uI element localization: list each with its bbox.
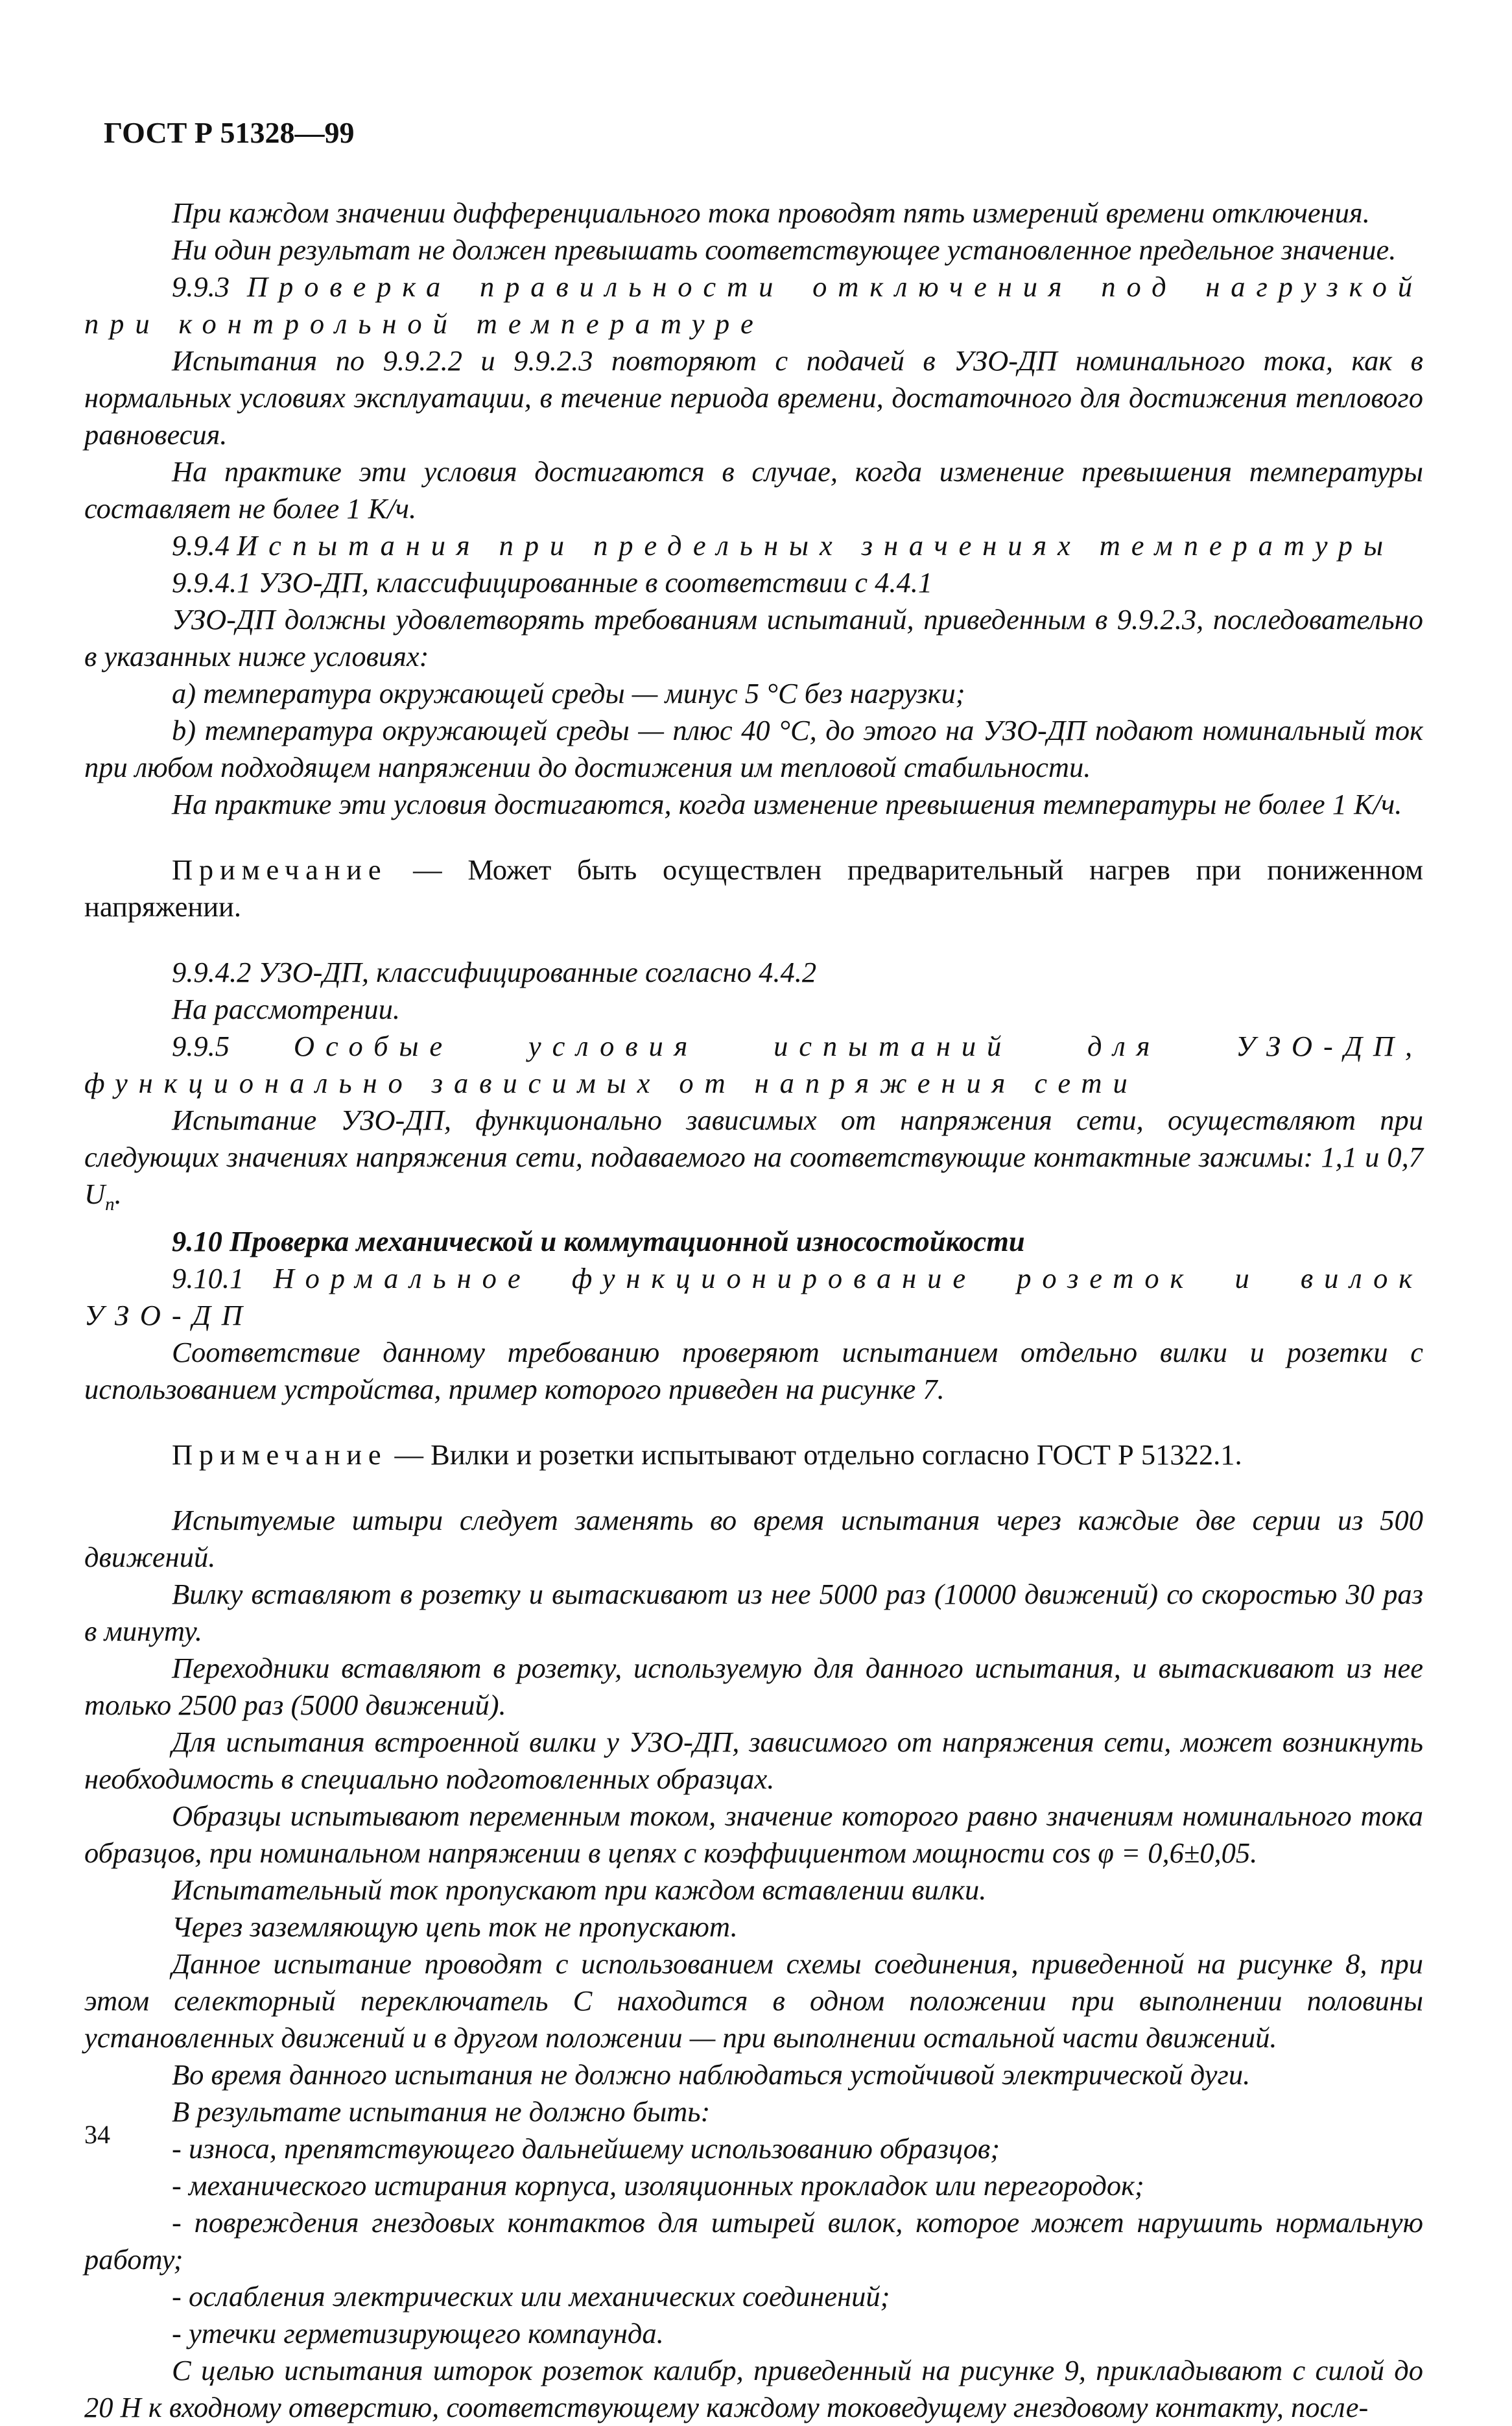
paragraph: Образцы испытывают переменным током, значение которого равно значениям номинального тока образцов, при номинальном напряжении в цепях с коэффициентом мощности cos φ = 0,6±0,05. (84, 1799, 1423, 1869)
note-text: — Вилки и розетки испытывают отдельно согласно ГОСТ Р 51322.1. (387, 1438, 1242, 1471)
page-number: 34 (84, 2120, 110, 2149)
note-label: Примечание (172, 853, 388, 886)
subscript: n (105, 1193, 115, 1215)
section-number: 9.9.3 (172, 270, 230, 303)
section-heading-9-9-4 (84, 527, 1423, 564)
section-number: 9.9.5 (172, 1030, 230, 1062)
document-header: ГОСТ Р 51328—99 (104, 116, 355, 149)
section-title: Нормальное функционирование розеток и вилок УЗО-ДП (84, 1261, 1424, 1331)
subsection-heading-9-9-4-1: 9.9.4.1 УЗО-ДП, классифицированные в соответствии с 4.4.1 (172, 566, 933, 599)
note-text: — Может быть осуществлен предварительный нагрев при пониженном напряжении. (84, 853, 1423, 923)
paragraph: УЗО-ДП должны удовлетворять требованиям испытаний, приведенным в 9.9.2.3, последовательно в указанных ниже условиях: (84, 603, 1423, 672)
dash-list-item: - утечки герметизирующего компаунда. (172, 2316, 664, 2349)
section-heading-9-10-1 (84, 1260, 1423, 1334)
note-label: Примечание (172, 1438, 388, 1471)
dash-list-item: - механического истирания корпуса, изоляционных прокладок или перегородок; (172, 2169, 1144, 2202)
paragraph-text: Испытание УЗО-ДП, функционально зависимых от напряжения сети, осуществляют при следующих значениях напряжения сети, подаваемого на соответствующие контактные зажимы: 1,1 и 0,7 U (84, 1104, 1423, 1210)
paragraph-end: . (114, 1178, 122, 1210)
paragraph: Ни один результат не должен превышать соответствующее установленное предельное значение. (172, 233, 1397, 266)
paragraph: Данное испытание проводят с использованием схемы соединения, приведенной на рисунке 8, при этом селекторный переключатель С находится в одном положении при выполнении половины установленных движений и в другом положении — при выполнении остальной части движений. (84, 1947, 1423, 2054)
document-body (84, 195, 1423, 2426)
list-item: а) температура окружающей среды — минус 5 °С без нагрузки; (172, 677, 965, 709)
section-heading-9-9-3 (84, 268, 1423, 342)
note (84, 851, 1423, 925)
paragraph: Переходники вставляют в розетку, используемую для данного испытания, и вытаскивают из нее только 2500 раз (5000 движений). (84, 1651, 1423, 1721)
paragraph: Испытательный ток пропускают при каждом вставлении вилки. (172, 1873, 987, 1906)
paragraph: В результате испытания не должно быть: (172, 2095, 711, 2128)
paragraph: Во время данного испытания не должно наблюдаться устойчивой электрической дуги. (172, 2058, 1251, 2091)
paragraph (84, 1102, 1423, 1223)
paragraph: Через заземляющую цепь ток не пропускают. (172, 1910, 738, 1943)
dash-list-item: - ослабления электрических или механических соединений; (172, 2279, 890, 2313)
paragraph: Испытания по 9.9.2.2 и 9.9.2.3 повторяют с подачей в УЗО-ДП номинального тока, как в нормальных условиях эксплуатации, в течение периода времени, достаточного для достижения теплового равновесия. (84, 344, 1423, 451)
section-title: Проверка правильности отключения под нагрузкой при контрольной температуре (84, 270, 1424, 340)
subsection-heading-9-9-4-2: 9.9.4.2 УЗО-ДП, классифицированные согласно 4.4.2 (172, 956, 817, 988)
paragraph: На рассмотрении. (172, 993, 401, 1025)
section-heading-9-10: 9.10 Проверка механической и коммутационной износостойкости (172, 1224, 1025, 1257)
list-item: b) температура окружающей среды — плюс 40 °С, до этого на УЗО-ДП подают номинальный ток при любом подходящем напряжении до достижения им тепловой стабильности. (84, 714, 1423, 783)
paragraph: На практике эти условия достигаются, когда изменение превышения температуры не более 1 К/ч. (172, 788, 1402, 820)
dash-list-item: - повреждения гнездовых контактов для штырей вилок, которое может нарушить нормальную работу; (84, 2206, 1423, 2276)
paragraph: На практике эти условия достигаются в случае, когда изменение превышения температуры составляет не более 1 К/ч. (84, 455, 1423, 525)
section-title: Особые условия испытаний для УЗО-ДП, функционально зависимых от напряжения сети (84, 1030, 1424, 1099)
dash-list-item: - износа, препятствующего дальнейшему использованию образцов; (172, 2132, 1000, 2165)
note (84, 1436, 1423, 1473)
paragraph: Для испытания встроенной вилки у УЗО-ДП, зависимого от напряжения сети, может возникнуть необходимость в специально подготовленных образцах. (84, 1725, 1423, 1795)
section-number: 9.10.1 (172, 1261, 244, 1294)
paragraph: С целью испытания шторок розеток калибр, приведенный на рисунке 9, прикладывают с силой до 20 Н к входному отверстию, соответствующему каждому токоведущему гнездовому контакту, после- (84, 2353, 1423, 2423)
paragraph: Испытуемые штыри следует заменять во время испытания через каждые две серии из 500 движений. (84, 1503, 1423, 1573)
section-title: Испытания при предельных значениях температуры (237, 529, 1395, 562)
section-heading-9-9-5 (84, 1028, 1423, 1102)
paragraph: При каждом значении дифференциального тока проводят пять измерений времени отключения. (172, 196, 1370, 229)
paragraph: Вилку вставляют в розетку и вытаскивают из нее 5000 раз (10000 движений) со скоростью 30 раз в минуту. (84, 1577, 1423, 1647)
paragraph: Соответствие данному требованию проверяют испытанием отдельно вилки и розетки с использованием устройства, пример которого приведен на рисунке 7. (84, 1335, 1423, 1405)
section-number: 9.9.4 (172, 529, 230, 562)
